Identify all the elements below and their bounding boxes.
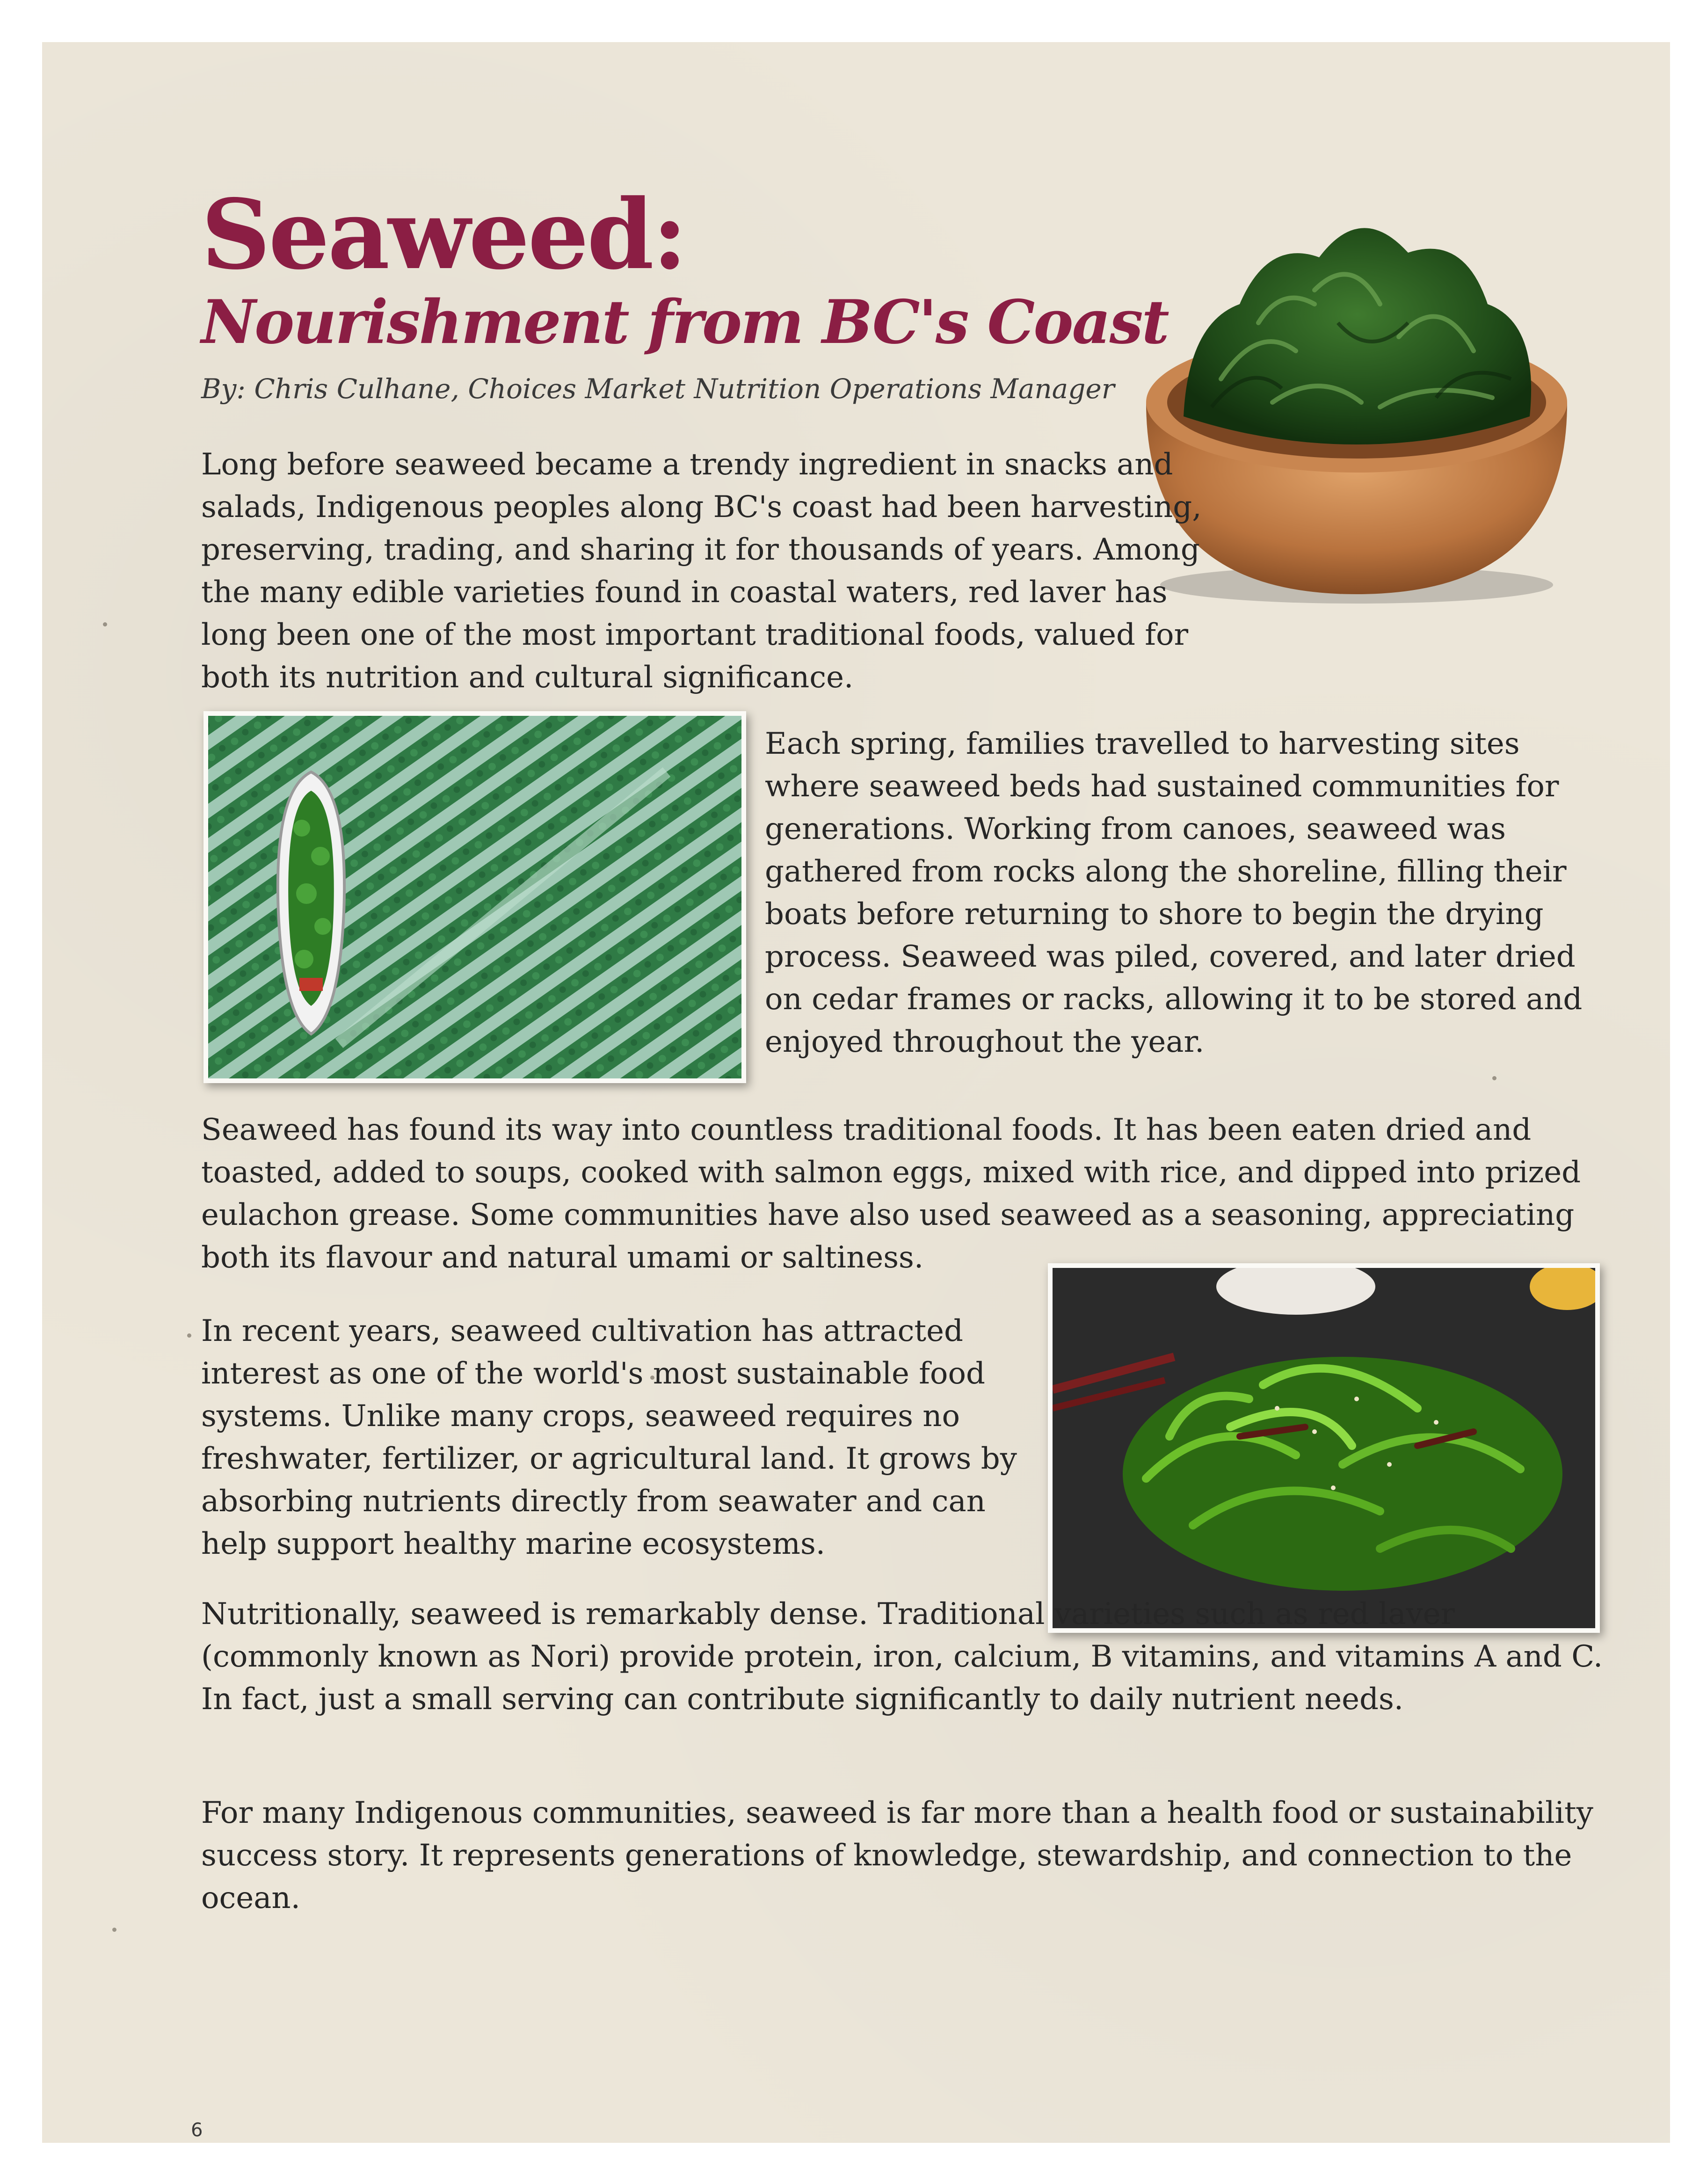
paper-speck (112, 1928, 116, 1932)
paragraph-closing: For many Indigenous communities, seaweed is far more than a health food or sustainability success story. It represents generations of knowledge, stewardship, and connection to the ocean. (201, 1796, 1593, 1915)
paper-speck (187, 1333, 191, 1338)
article-byline: By: Chris Culhane, Choices Market Nutrition Operations Manager (201, 373, 1115, 405)
paragraph-traditional-foods: Seaweed has found its way into countless traditional foods. It has been eaten dried and toasted, added to soups, cooked with salmon eggs, mixed with rice, and dipped into prized eulachon grease. Some communities have also used seaweed as a seasoning, appreciating both its flavour and natural umami or saltiness. (201, 1113, 1581, 1275)
seaweed-salad-photo (1048, 1263, 1600, 1633)
page-number: 6 (191, 2119, 203, 2141)
paragraph-sustainability: In recent years, seaweed cultivation has attracted interest as one of the world's most sustainable food systems. Unlike many crops, seaweed requires no freshwater, fertilizer, or agricultural land. It grows by absorbing nutrients directly from seawater and can help support healthy marine ecosystems. (201, 1314, 1017, 1561)
paragraph-intro: Long before seaweed became a trendy ingredient in snacks and salads, Indigenous peoples along BC's coast had been harvesting, preserving, trading, and sharing it for thousands of years. Among the many edible varieties found in coastal waters, red laver has long been one of the most important traditional foods, valued for both its nutrition and cultural significance. (201, 447, 1202, 695)
paragraph-nutrition: Nutritionally, seaweed is remarkably dense. Traditional varieties such as red laver (commonly known as Nori) provide protein, iron, calcium, B vitamins, and vitamins A and C. In fact, just a small serving can contribute significantly to daily nutrient needs. (201, 1597, 1603, 1717)
magazine-page (42, 42, 1670, 2143)
aerial-boat-photo (203, 711, 746, 1083)
article-subtitle: Nourishment from BC's Coast (201, 287, 1168, 357)
paragraph-harvest: Each spring, families travelled to harvesting sites where seaweed beds had sustained communities for generations. Working from canoes, seaweed was gathered from rocks along the shoreline, filling their boats before returning to shore to begin the drying process. Seaweed was piled, covered, and later dried on cedar frames or racks, allowing it to be stored and enjoyed throughout the year. (765, 727, 1583, 1059)
paper-speck (1492, 1076, 1496, 1080)
article-title: Seaweed: (201, 179, 686, 291)
paper-speck (103, 622, 107, 626)
